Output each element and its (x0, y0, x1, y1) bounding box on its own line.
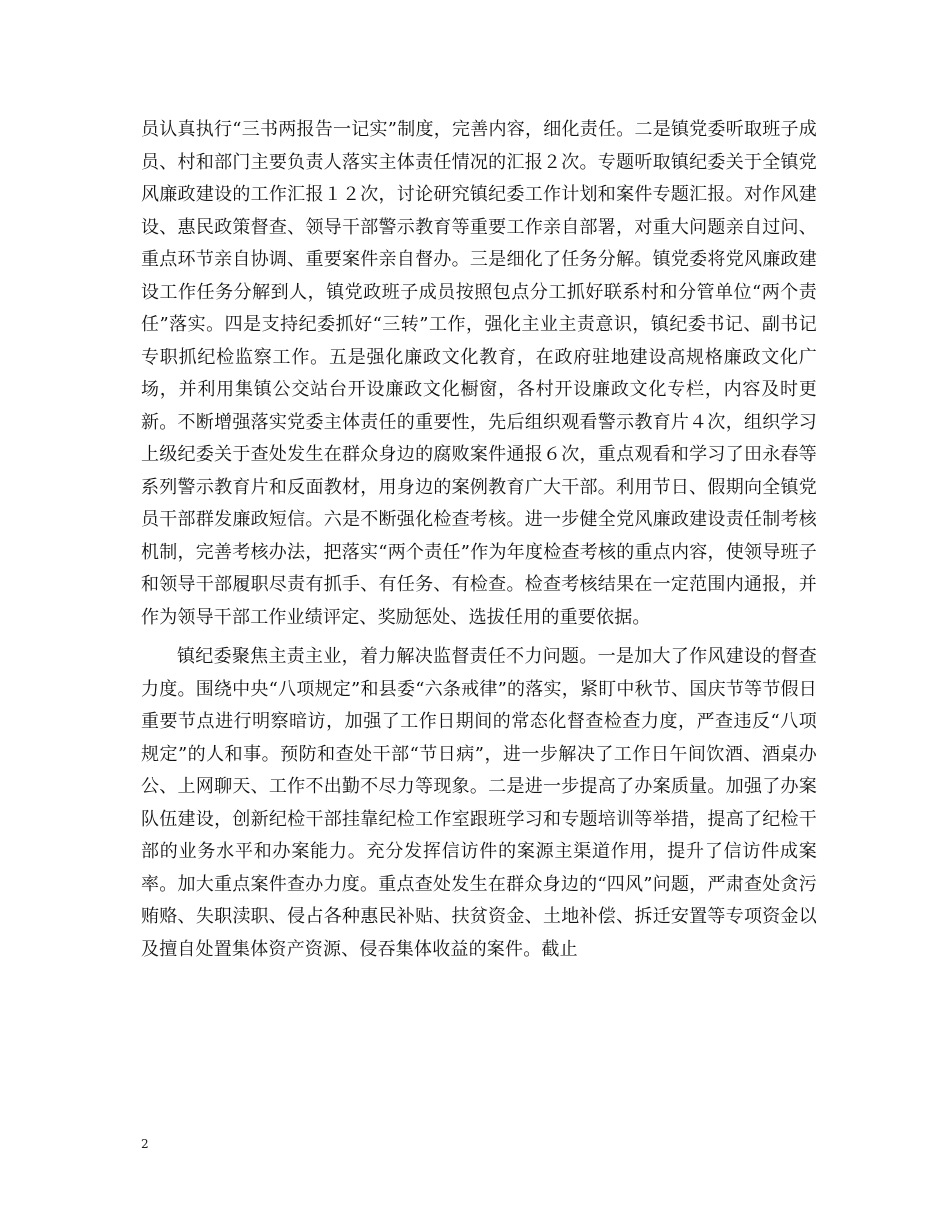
document-body (141, 114, 817, 966)
paragraph: 镇纪委聚焦主责主业，着力解决监督责任不力问题。一是加大了作风建设的督查力度。围绕中央“八项规定”和县委“六条戒律”的落实，紧盯中秋节、国庆节等节假日重要节点进行明察暗访，加强了工作日期间的常态化督查检查力度，严查违反“八项规定”的人和事。预防和查处干部“节日病”，进一步解决了工作日午间饮酒、酒桌办公、上网聊天、工作不出勤不尽力等现象。二是进一步提高了办案质量。加强了办案队伍建设，创新纪检干部挂靠纪检工作室跟班学习和专题培训等举措，提高了纪检干部的业务水平和办案能力。充分发挥信访件的案源主渠道作用，提升了信访件成案率。加大重点案件查办力度。重点查处发生在群众身边的“四风”问题，严肃查处贪污贿赂、失职渎职、侵占各种惠民补贴、扶贫资金、土地补偿、拆迁安置等专项资金以及擅自处置集体资产资源、侵吞集体收益的案件。截止 (141, 646, 817, 960)
page-number: 2 (141, 1137, 149, 1151)
paragraph-continued: 员认真执行“三书两报告一记实”制度，完善内容，细化责任。二是镇党委听取班子成员、村和部门主要负责人落实主体责任情况的汇报２次。专题听取镇纪委关于全镇党风廉政建设的工作汇报１２次，讨论研究镇纪委工作计划和案件专题汇报。对作风建设、惠民政策督查、领导干部警示教育等重要工作亲自部署，对重大问题亲自过问、重点环节亲自协调、重要案件亲自督办。三是细化了任务分解。镇党委将党风廉政建设工作任务分解到人，镇党政班子成员按照包点分工抓好联系村和分管单位“两个责任”落实。四是支持纪委抓好“三转”工作，强化主业主责意识，镇纪委书记、副书记专职抓纪检监察工作。五是强化廉政文化教育，在政府驻地建设高规格廉政文化广场，并利用集镇公交站台开设廉政文化橱窗，各村开设廉政文化专栏，内容及时更新。不断增强落实党委主体责任的重要性，先后组织观看警示教育片４次，组织学习上级纪委关于查处发生在群众身边的腐败案件通报６次，重点观看和学习了田永春等系列警示教育片和反面教材，用身边的案例教育广大干部。利用节日、假期向全镇党员干部群发廉政短信。六是不断强化检查考核。进一步健全党风廉政建设责任制考核机制，完善考核办法，把落实“两个责任”作为年度检查考核的重点内容，使领导班子和领导干部履职尽责有抓手、有任务、有检查。检查考核结果在一定范围内通报，并作为领导干部工作业绩评定、奖励惩处、选拔任用的重要依据。 (141, 119, 817, 628)
